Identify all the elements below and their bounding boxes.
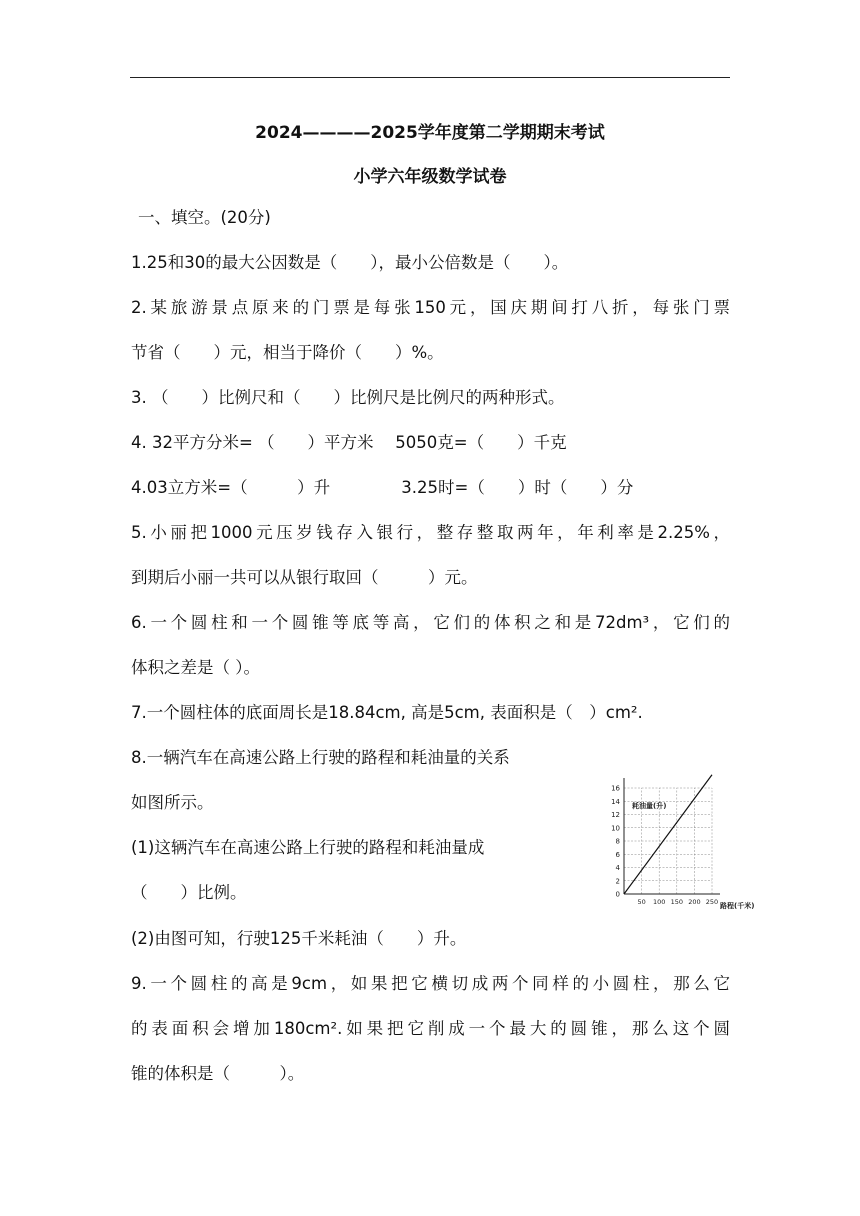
question-9-line-3: 锥的体积是（ ）。 [131,1064,305,1083]
y-tick-label: 8 [615,837,620,846]
chart-axes [624,778,720,894]
chart-y-axis-label: 耗油量(升) [632,802,667,810]
question-5-line-1: 5.小丽把1000元压岁钱存入银行，整存整取两年，年利率是2.25%， [131,523,730,542]
question-8-part-1-blank: （ ）比例。 [131,883,247,902]
question-3: 3. （ ）比例尺和（ ）比例尺是比例尺的两种形式。 [131,388,565,407]
top-rule [130,77,730,78]
exam-title: 2024————2025学年度第二学期期末考试 [255,123,605,143]
y-tick-label: 10 [611,824,620,833]
x-tick-label: 150 [670,898,684,906]
x-tick-label: 50 [637,898,646,906]
question-1: 1.25和30的最大公因数是（ ），最小公倍数是（ ）。 [131,253,569,272]
y-tick-label: 12 [611,811,620,819]
exam-subtitle: 小学六年级数学试卷 [353,167,507,187]
question-5-line-2: 到期后小丽一共可以从银行取回（ ）元。 [131,568,478,587]
chart-series [624,775,712,894]
question-4-line-1: 4. 32平方分米= （ ）平方米 5050克=（ ）千克 [131,433,567,452]
question-8-part-1: (1)这辆汽车在高速公路上行驶的路程和耗油量成 [131,838,485,857]
question-6-line-1: 6.一个圆柱和一个圆锥等底等高，它们的体积之和是72dm³，它们的 [131,613,730,632]
chart-x-axis-label: 路程(千米) [720,902,755,910]
question-9-line-1: 9.一个圆柱的高是9cm，如果把它横切成两个同样的小圆柱，那么它 [131,974,730,993]
question-6-line-2: 体积之差是（ ）。 [131,658,260,677]
y-tick-label: 0 [615,890,620,899]
section-heading: 一、填空。(20分) [138,208,271,227]
question-8-part-2: (2)由图可知，行驶125千米耗油（ ）升。 [131,929,467,948]
x-tick-label: 100 [652,898,666,906]
question-4-line-2: 4.03立方米=（ ）升 3.25时=（ ）时（ ）分 [131,478,634,497]
fuel-line [624,775,712,894]
x-tick-label: 200 [688,898,701,906]
fuel-consumption-chart [600,770,780,918]
y-tick-label: 16 [611,784,620,793]
question-2-line-2: 节省（ ）元，相当于降价（ ）%。 [131,343,444,362]
question-9-line-2: 的表面积会增加180cm².如果把它削成一个最大的圆锥，那么这个圆 [131,1019,730,1038]
y-tick-label: 2 [615,877,620,886]
question-7: 7.一个圆柱体的底面周长是18.84cm, 高是5cm, 表面积是（ ）cm². [131,703,643,722]
y-tick-label: 6 [615,850,620,859]
x-tick-label: 250 [705,898,719,906]
y-tick-label: 4 [615,864,620,872]
question-2-line-1: 2.某旅游景点原来的门票是每张150元，国庆期间打八折，每张门票 [131,298,730,317]
question-8-line-1: 8.一辆汽车在高速公路上行驶的路程和耗油量的关系 [131,748,510,767]
y-tick-label: 14 [611,797,620,806]
question-8-line-2: 如图所示。 [131,793,214,812]
